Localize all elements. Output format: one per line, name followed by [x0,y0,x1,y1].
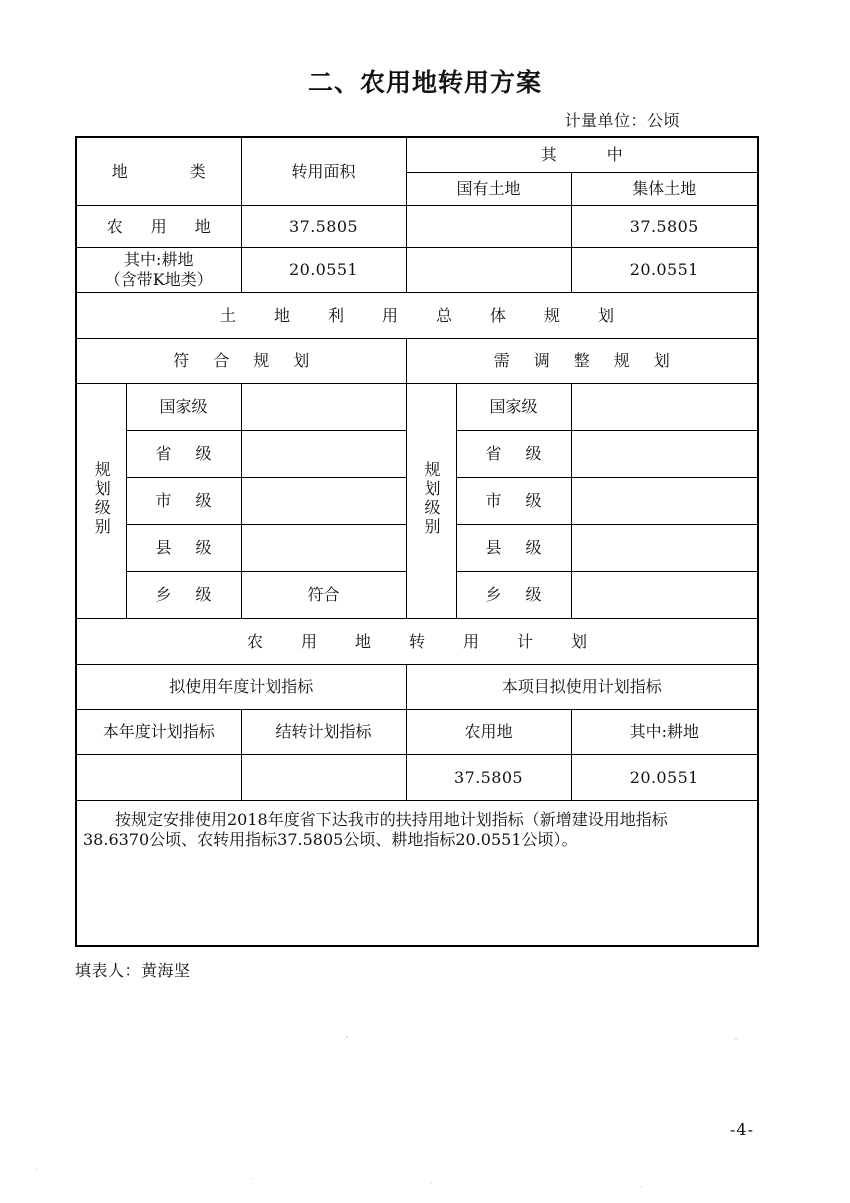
scan-speckle [250,1178,252,1180]
table-row-plan-level-0 [76,384,758,431]
plan-level-name-right-3: 县 级 [456,525,571,572]
cell-cultivated-state-owned [406,248,571,293]
scan-speckle [430,1182,432,1184]
cell-carryover-quota [241,755,406,801]
header-among-which: 其 中 [406,137,758,173]
table-header-quota-columns [76,710,758,755]
plan-level-name-left-0: 国家级 [126,384,241,431]
page-number: -4- [730,1120,754,1139]
subheader-project-proposed-quota: 本项目拟使用计划指标 [406,665,758,710]
cell-cultivated-collective: 20.0551 [571,248,758,293]
note-line-1: 按规定安排使用2018年度省下达我市的扶持用地计划指标（新增建设用地指标 [115,810,668,829]
farmland-conversion-table [75,136,757,947]
vertical-label-plan-level-right [406,384,456,619]
vertical-label-plan-level-left [76,384,126,619]
table-band-overall-plan [76,293,758,339]
cell-agricultural-collective: 37.5805 [571,206,758,248]
header-state-owned-land: 国有土地 [406,173,571,206]
subheader-proposed-annual-quota: 拟使用年度计划指标 [76,665,406,710]
scan-speckle [640,1186,642,1188]
plan-level-value-left-3 [241,525,406,572]
plan-level-value-right-3 [571,525,758,572]
plan-level-value-right-2 [571,478,758,525]
plan-level-name-left-4: 乡 级 [126,572,241,619]
header-land-type: 地 类 [76,137,241,206]
plan-level-value-right-0 [571,384,758,431]
header-converted-area: 转用面积 [241,137,406,206]
plan-level-name-right-4: 乡 级 [456,572,571,619]
row-label-cultivated-land [76,248,241,293]
row-label-cultivated-line1: 其中:耕地 [124,250,194,269]
page-title: 二、农用地转用方案 [307,68,542,97]
header-collective-land: 集体土地 [571,173,758,206]
band-overall-land-use-plan: 土 地 利 用 总 体 规 划 [76,293,758,339]
cell-quota-cultivated-land: 20.0551 [571,755,758,801]
table-row-quota-values [76,755,758,801]
table-header-row-1 [76,137,758,173]
vertical-label-plan-level-right-text: 规划级别 [422,460,442,537]
plan-level-value-left-1 [241,431,406,478]
plan-level-name-left-1: 省 级 [126,431,241,478]
note-line-2: 38.6370公顷、农转用指标37.5805公顷、耕地指标20.0551公顷）。 [83,830,578,849]
plan-level-name-right-2: 市 级 [456,478,571,525]
cell-cultivated-converted-area: 20.0551 [241,248,406,293]
plan-level-value-left-0 [241,384,406,431]
header-quota-cultivated-land: 其中:耕地 [571,710,758,755]
scan-speckle [735,1038,737,1040]
measurement-unit-label: 计量单位：公顷 [564,111,680,130]
vertical-label-plan-level-left-text: 规划级别 [92,460,112,537]
plan-level-value-left-4: 符合 [241,572,406,619]
plan-level-name-right-1: 省 级 [456,431,571,478]
plan-level-value-right-4 [571,572,758,619]
table-subheader-plan-sections [76,339,758,384]
header-carryover-quota: 结转计划指标 [241,710,406,755]
scan-speckle [346,1036,348,1038]
cell-current-year-quota [76,755,241,801]
table-row-cultivated-land [76,248,758,293]
plan-level-name-left-3: 县 级 [126,525,241,572]
subheader-conforming-plan: 符 合 规 划 [76,339,406,384]
scan-speckle [36,1168,38,1170]
plan-level-name-right-0: 国家级 [456,384,571,431]
plan-level-name-left-2: 市 级 [126,478,241,525]
cell-quota-agricultural-land: 37.5805 [406,755,571,801]
table-row-note [76,801,758,947]
cell-agricultural-state-owned [406,206,571,248]
subheader-adjust-plan: 需 调 整 规 划 [406,339,758,384]
form-filler-label: 填表人：黄海坚 [75,961,191,980]
header-current-year-quota: 本年度计划指标 [76,710,241,755]
row-label-agricultural-land: 农 用 地 [76,206,241,248]
plan-level-value-right-1 [571,431,758,478]
row-label-cultivated-line2: （含带K地类） [104,270,213,289]
table-subheader-quota-sections [76,665,758,710]
table-row-agricultural-land [76,206,758,248]
plan-level-value-left-2 [241,478,406,525]
table-band-conversion-plan [76,619,758,665]
header-quota-agricultural-land: 农用地 [406,710,571,755]
band-farmland-conversion-plan: 农 用 地 转 用 计 划 [76,619,758,665]
cell-agricultural-converted-area: 37.5805 [241,206,406,248]
note-cell [76,801,758,947]
